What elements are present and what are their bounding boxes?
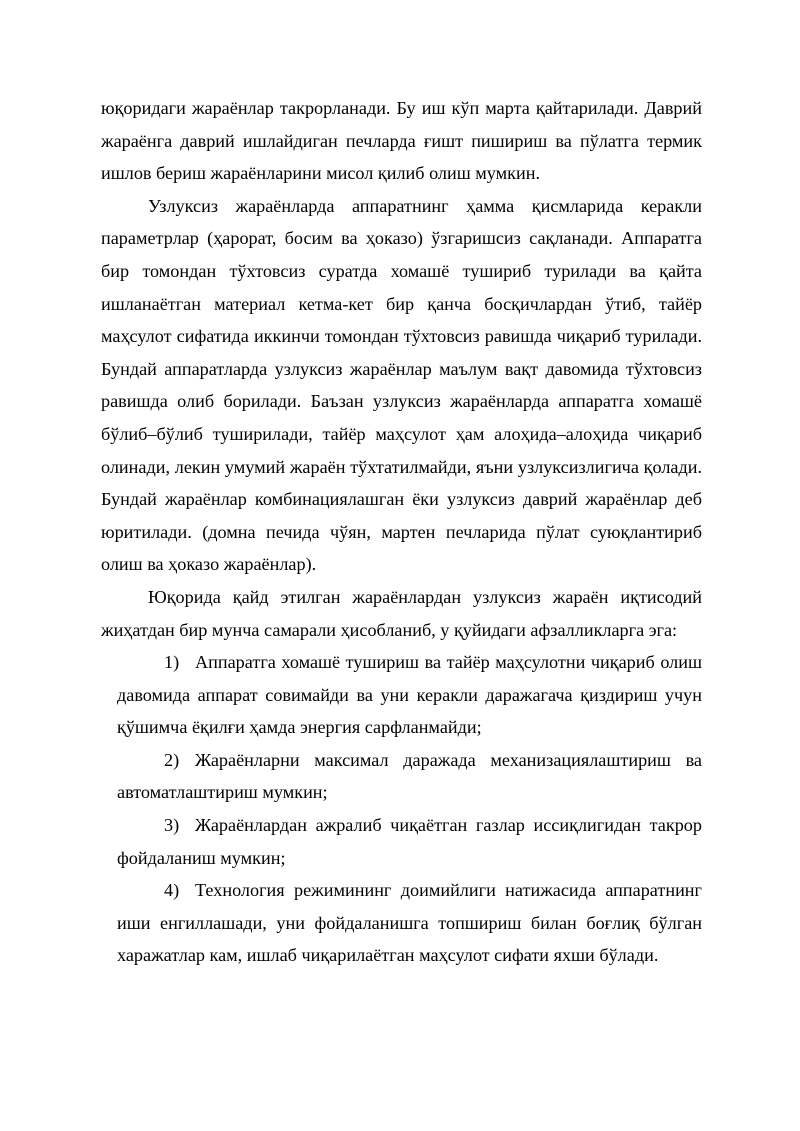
list-item-text: Аппаратга хомашё тушириш ва тайёр маҳсулотни чиқариб олиш давомида аппарат совимайди ва уни керакли даражагача қиздириш учун қўшимча ёқилғи ҳамда энергия сарфланмайди;	[117, 652, 702, 738]
list-item	[117, 874, 702, 972]
list-item	[117, 744, 702, 809]
list-item-text: Технология режимининг доимийлиги натижасида аппаратнинг иши енгиллашади, уни фойдаланишга топшириш билан боғлиқ бўлган харажатлар кам, ишлаб чиқарилаётган маҳсулот сифати яхши бўлади.	[117, 880, 702, 966]
paragraph-continuous-processes: Узлуксиз жараёнларда аппаратнинг ҳамма қисмларида керакли параметрлар (ҳарорат, босим ва ҳоказо) ўзгаришсиз сақланади. Аппаратга бир томондан тўхтовсиз суратда хомашё тушириб турилади ва қайта ишланаётган материал кетма-кет бир қанча босқичлардан ўтиб, тайёр маҳсулот сифатида иккинчи томондан тўхтовсиз равишда чиқариб турилади. Бундай аппаратларда узлуксиз жараёнлар маълум вақт давомида тўхтовсиз равишда олиб борилади. Баъзан узлуксиз жараёнларда аппаратга хомашё бўлиб–бўлиб туширилади, тайёр маҳсулот ҳам алоҳида–алоҳида чиқариб олинади, лекин умумий жараён тўхтатилмайди, яъни узлуксизлигича қолади. Бундай жараёнлар комбинациялашган ёки узлуксиз даврий жараёнлар деб юритилади. (домна печида чўян, мартен печларида пўлат суюқлантириб олиш ва ҳоказо жараёнлар).	[101, 195, 702, 575]
list-item-number: 1)	[164, 652, 180, 673]
paragraph-continuation: юқоридаги жараёнлар такрорланади. Бу иш кўп марта қайтарилади. Даврий жараёнга даврий ишлайдиган печларда ғишт пишириш ва пўлатга термик ишлов бериш жараёнларини мисол қилиб олиш мумкин.	[101, 98, 702, 184]
list-item-number: 4)	[164, 880, 180, 901]
document-page	[101, 92, 702, 972]
list-item	[117, 809, 702, 874]
paragraph-advantages-intro: Юқорида қайд этилган жараёнлардан узлуксиз жараён иқтисодий жиҳатдан бир мунча самарали ҳисобланиб, у қуйидаги афзалликларга эга:	[101, 586, 702, 640]
list-item-text: Жараёнларни максимал даражада механизациялаштириш ва автоматлаштириш мумкин;	[117, 749, 702, 803]
advantages-list	[101, 646, 702, 972]
list-item-text: Жараёнлардан ажралиб чиқаётган газлар иссиқлигидан такрор фойдаланиш мумкин;	[117, 815, 702, 868]
list-item-number: 2)	[164, 749, 180, 770]
list-item-number: 3)	[164, 815, 180, 836]
list-item	[117, 646, 702, 744]
